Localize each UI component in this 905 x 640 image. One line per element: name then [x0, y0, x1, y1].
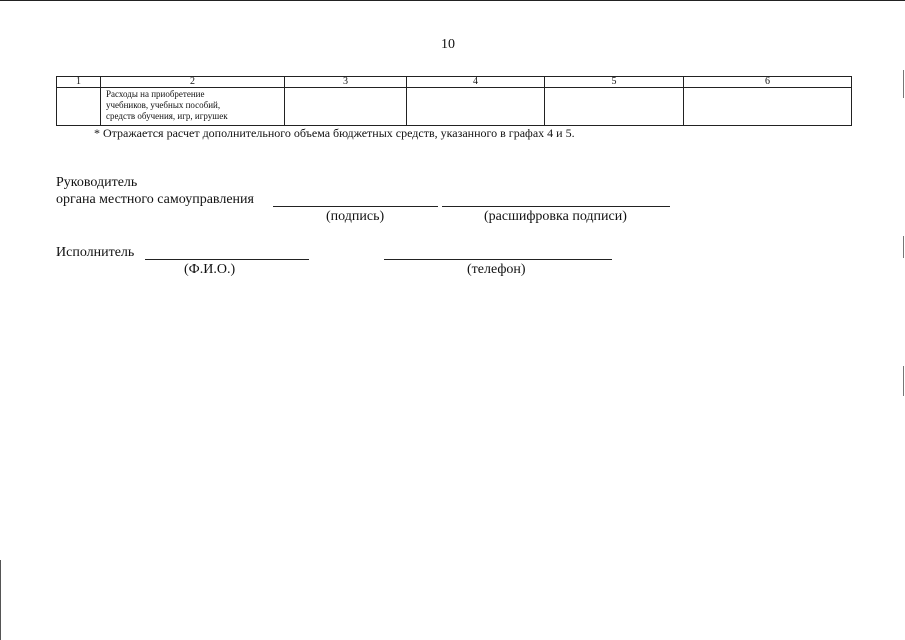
table-cell-col5 [545, 88, 684, 126]
column-number-5: 5 [545, 77, 684, 88]
footnote: * Отражается расчет дополнительного объема бюджетных средств, указанного в графах 4 и 5. [94, 126, 575, 140]
scan-edge-mark [903, 70, 904, 98]
column-number-6: 6 [684, 77, 852, 88]
signature-decryption-caption: (расшифровка подписи) [484, 209, 627, 224]
executor-phone-blank [384, 259, 612, 260]
scan-edge-mark [903, 366, 904, 396]
table-cell-col6 [684, 88, 852, 126]
scan-edge-left [0, 560, 1, 640]
top-border-line [0, 0, 905, 1]
executor-label: Исполнитель [56, 245, 135, 260]
expense-item-label: Расходы на приобретение учебников, учебных пособий, средств обучения, игр, игрушек [106, 89, 228, 121]
signature-decryption-blank [442, 206, 670, 207]
page-number: 10 [441, 37, 455, 52]
budget-table [56, 76, 852, 126]
table-header-row [57, 77, 852, 88]
table-cell-col2 [101, 88, 285, 126]
column-number-2: 2 [101, 77, 285, 88]
executor-phone-caption: (телефон) [467, 262, 526, 277]
table-row [57, 88, 852, 126]
column-number-4: 4 [407, 77, 545, 88]
executor-name-blank [145, 259, 309, 260]
table-cell-col1 [57, 88, 101, 126]
scan-edge-mark [903, 236, 904, 258]
column-number-1: 1 [57, 77, 101, 88]
table-cell-col4 [407, 88, 545, 126]
table-cell-col3 [285, 88, 407, 126]
signature-blank [273, 206, 438, 207]
signature-caption: (подпись) [326, 209, 385, 224]
head-title-line2: органа местного самоуправления [56, 192, 254, 207]
head-title-line1: Руководитель [56, 175, 138, 190]
column-number-3: 3 [285, 77, 407, 88]
executor-name-caption: (Ф.И.О.) [184, 262, 236, 277]
